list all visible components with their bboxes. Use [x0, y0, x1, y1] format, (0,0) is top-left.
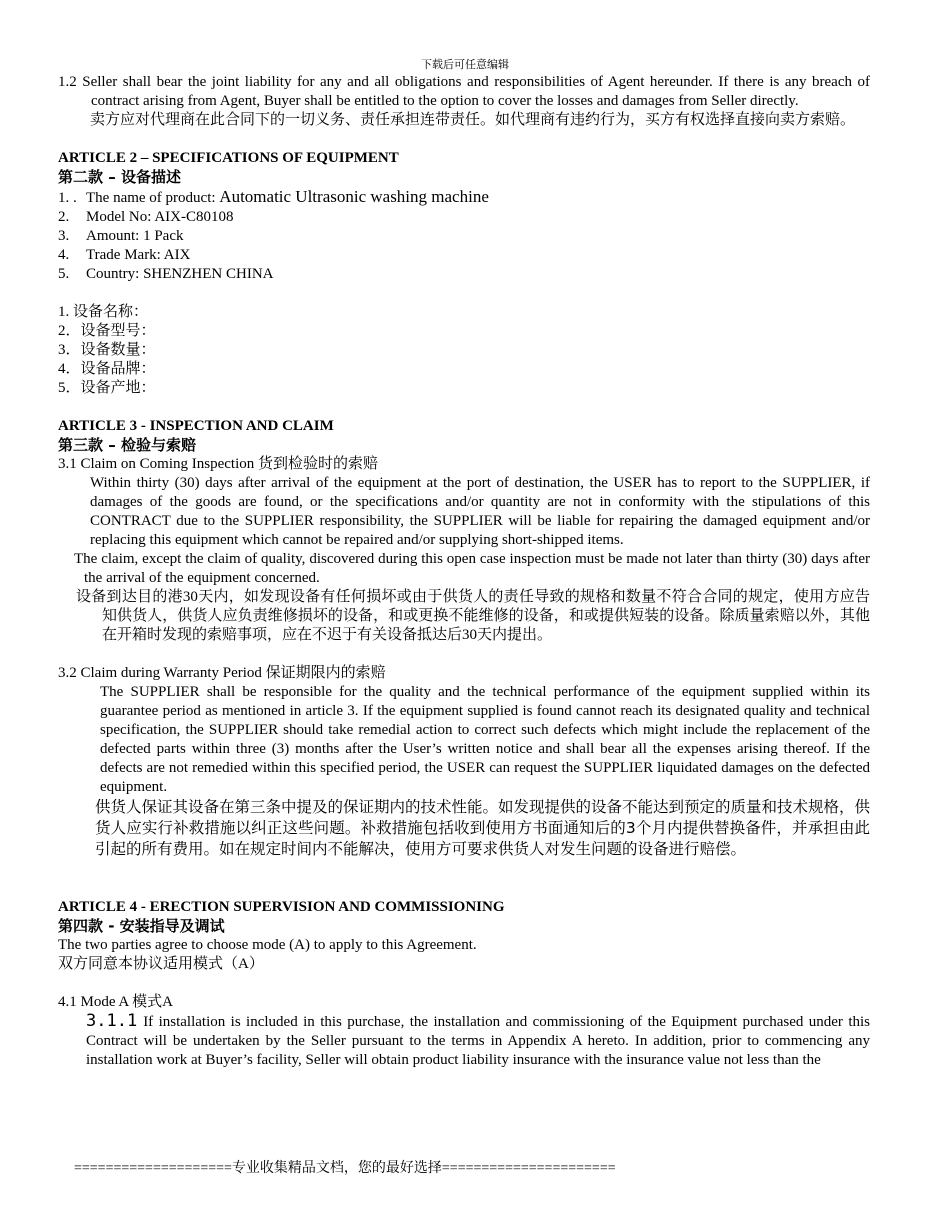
article-2-title-en: ARTICLE 2 – SPECIFICATIONS OF EQUIPMENT — [58, 150, 399, 166]
article-3-title-en: ARTICLE 3 - INSPECTION AND CLAIM — [58, 418, 334, 434]
clause-3-1-1-text: If installation is included in this purchase, the installation and commissioning of the Equipment purchased under this Contract will be undertaken by the Seller pursuant to the terms in Appendix A hereto. In addition, prior to commencing any installation work at Buyer’s facility, Seller will obtain product liability insurance with the insurance value not less than the — [86, 1014, 870, 1068]
clause-3-1-para-2: The claim, except the claim of quality, discovered during this open case inspection must be made not later than thirty (30) days after the arrival of the equipment concerned. — [74, 551, 870, 586]
spec-item-zh: 1. 设备名称： — [58, 304, 149, 320]
spec-item-zh: 3．设备数量： — [58, 342, 156, 358]
article-4-title-en: ARTICLE 4 - ERECTION SUPERVISION AND COMMISSIONING — [58, 899, 505, 915]
article-2-title-zh: 第二款 – 设备描述 — [58, 168, 181, 186]
spec-item: 4. Trade Mark: AIX — [58, 247, 191, 263]
clause-4-1-title: 4.1 Mode A 模式A — [58, 994, 174, 1010]
clause-3-2-title: 3.2 Claim during Warranty Period 保证期限内的索赔 — [58, 665, 386, 681]
spec-item-zh: 4．设备品牌： — [58, 361, 156, 377]
product-name-value: Automatic Ultrasonic washing machine — [219, 187, 489, 206]
clause-3-1-title: 3.1 Claim on Coming Inspection 货到检验时的索赔 — [58, 456, 378, 472]
clause-1-2-en: 1.2 Seller shall bear the joint liability for any and all obligations and responsibilities of Agent hereunder. If there is any breach of contract arising from Agent, Buyer shall be entitled to the option to cover the losses and damages from Seller directly. — [58, 74, 870, 109]
footer-note: ====================专业收集精品文档，您的最好选择====================== — [74, 1161, 616, 1176]
article-4-title-zh: 第四款 - 安装指导及调试 — [58, 917, 225, 935]
article-3-title-zh: 第三款 – 检验与索赔 — [58, 436, 196, 454]
clause-3-1-zh: 设备到达目的港30天内，如发现设备有任何损坏或由于供货人的责任导致的规格和数量不符合合同的规定，使用方应告知供货人，供货人应负责维修损坏的设备，和或更换不能维修的设备，和或提供短装的设备。除质量索赔以外，其他在开箱时发现的索赔事项，应在不迟于有关设备抵达后30天内提出。 — [76, 589, 870, 643]
clause-3-2-zh: 供货人保证其设备在第三条中提及的保证期内的技术性能。如发现提供的设备不能达到预定的质量和技术规格，供货人应实行补救措施以纠正这些问题。补救措施包括收到使用方书面通知后的3个月内提供替换备件，并承担由此引起的所有费用。如在规定时间内不能解决，使用方可要求供货人对发生问题的设备进行赔偿。 — [95, 798, 871, 858]
clause-1-2-zh: 卖方应对代理商在此合同下的一切义务、责任承担连带责任。如代理商有违约行为，买方有权选择直接向卖方索赔。 — [90, 112, 856, 128]
article-4-intro-en: The two parties agree to choose mode (A) to apply to this Agreement. — [58, 937, 477, 953]
spec-item-zh: 2．设备型号： — [58, 323, 156, 339]
clause-3-1-1 — [58, 1012, 870, 1070]
header-note: 下载后可任意编辑 — [421, 59, 509, 71]
spec-item: 5. Country: SHENZHEN CHINA — [58, 266, 274, 282]
spec-item: 1. . The name of product: Automatic Ultrasonic washing machine — [58, 187, 489, 206]
document-body — [58, 73, 870, 1070]
spec-item: 2. Model No: AIX-C80108 — [58, 209, 234, 225]
spec-item-zh: 5．设备产地： — [58, 380, 156, 396]
clause-3-1-para-1: Within thirty (30) days after arrival of the equipment at the port of destination, the USER has to report to the SUPPLIER, if damages of the goods are found, or the specifications and/or quantity are not in conformity with the stipulations of this CONTRACT due to the SUPPLIER responsibility, the SUPPLIER will be liable for repairing the damaged equipment and/or replacing this equipment which cannot be repaired and/or supplying short-shipped items. — [90, 475, 870, 548]
spec-item: 3. Amount: 1 Pack — [58, 228, 184, 244]
article-4-intro-zh: 双方同意本协议适用模式（A） — [58, 956, 264, 972]
clause-number: 3.1.1 — [86, 1011, 138, 1031]
clause-3-2-para-1: The SUPPLIER shall be responsible for the quality and the technical performance of the equipment supplied within its guarantee period as mentioned in article 3. If the equipment supplied is found cannot reach its designated quality and technical specification, the SUPPLIER should take remedial action to correct such defects which might include the replacement of the defected parts within three (3) months after the User’s written notice and shall bear all the expenses arising thereof. If the defects are not remedied within this specified period, the USER can request the SUPPLIER liquidated damages on the defected equipment. — [100, 684, 870, 795]
